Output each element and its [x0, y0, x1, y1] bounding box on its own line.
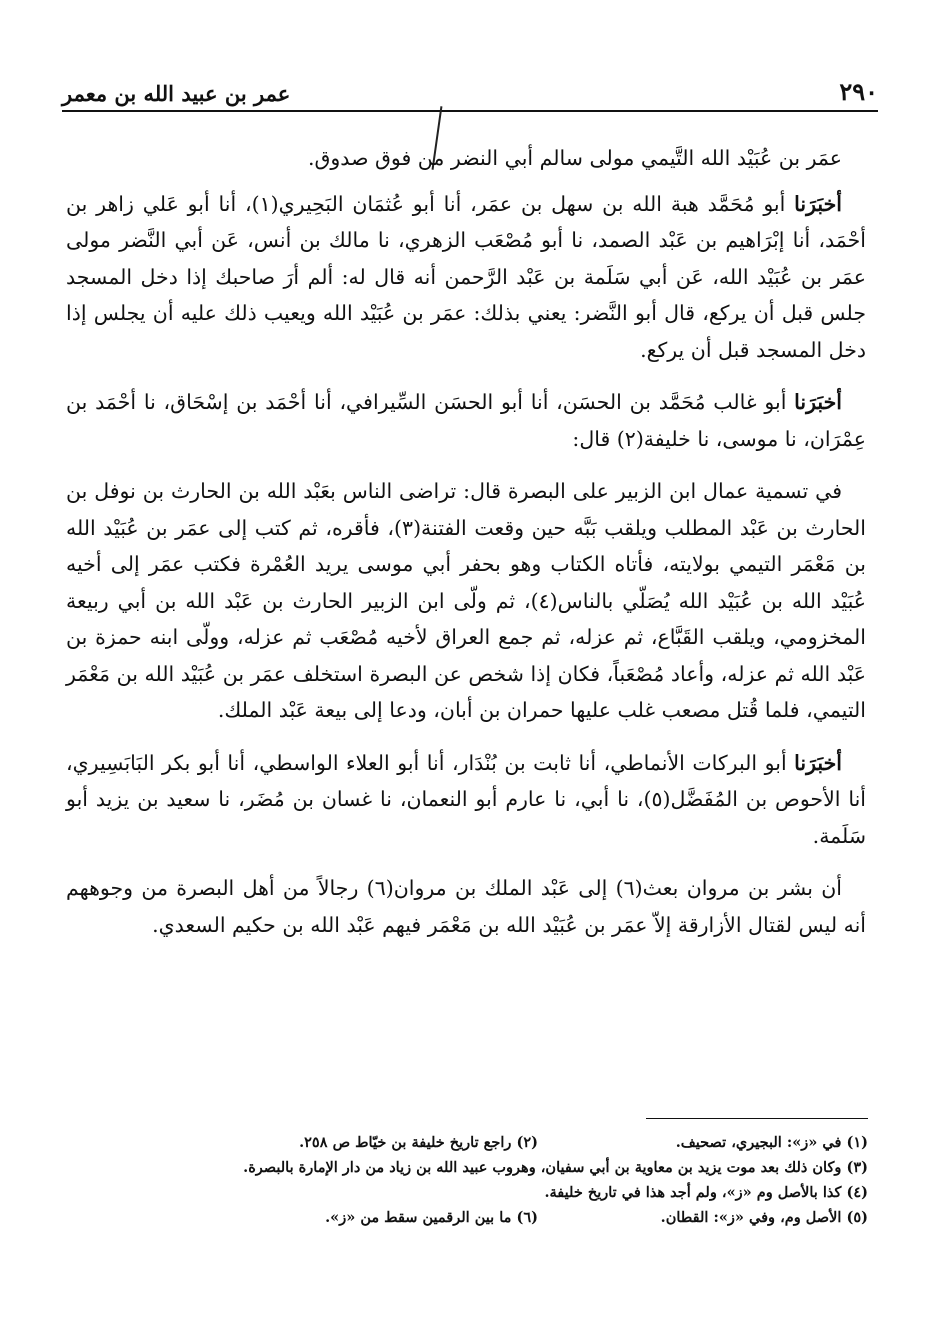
paragraph-5: [66, 745, 866, 855]
paragraph-4: [66, 473, 866, 729]
footnote-text: ما بين الرقمين سقط من «ز».: [325, 1209, 512, 1226]
paragraph-text: أبو البركات الأنماطي، أنا ثابت بن بُنْدَار، أنا أبو العلاء الواسطي، أنا أبو بكر البَابَسِيري، أنا الأحوص بن المُفَضَّل(٥)، نا أبي، نا عارم أبو النعمان، نا غسان بن مُضَر، نا سعيد بن يزيد أبو سَلَمة.: [66, 750, 866, 848]
isnad-lead: أخبَرَنا: [794, 390, 842, 414]
paragraph-text: أن بشر بن مروان بعث(٦) إلى عَبْد الملك بن مروان(٦) رجالاً من أهل البصرة من وجوههم أنه ليس لقتال الأزارقة إلاّ عمَر بن عُبَيْد الله بن مَعْمَر فيهم عَبْد الله بن حكيم السعدي.: [66, 876, 866, 937]
page-number: ٢٩٠: [839, 77, 878, 106]
footnote-5: [538, 1205, 868, 1230]
footnote-rule: [646, 1118, 868, 1119]
paragraph-text: في تسمية عمال ابن الزبير على البصرة قال: تراضى الناس بعَبْد الله بن الحارث بن نوفل بن الحارث بن عَبْد المطلب ويلقب بَبَّه حين وقعت الفتنة(٣)، فأقره، ثم كتب إلى عمَر بن عُبَيْد الله بن مَعْمَر التيمي بولايته، فأتاه الكتاب وهو بحفر أبي موسى يريد العُمْرة فكتب عمَر إلى أخيه عُبَيْد الله بن عُبَيْد الله يُصَلّي بالناس(٤)، ثم ولّى ابن الزبير الحارث بن عَبْد الله بن أبي ربيعة المخزومي، ويلقب القَبَّاع، ثم عزله، ثم جمع العراق لأخيه مُصْعَب ثم عزله، وولّى ابنه حمزة بن عَبْد الله ثم عزله، وأعاد مُصْعَباً، فكان إذا شخص عن البصرة استخلف عمَر بن عُبَيْد الله بن مَعْمَر التيمي، فلما قُتل مصعب غلب عليها حمران بن أبان، ودعا إلى بيعة عَبْد الملك.: [66, 479, 867, 722]
footnote-number: (٥): [846, 1209, 868, 1226]
paragraph-3: [66, 384, 866, 457]
running-title: عمر بن عبيد الله بن معمر: [62, 81, 291, 106]
paragraph-1: [66, 140, 866, 177]
footnote-3: [243, 1155, 868, 1180]
paragraph-2: [66, 186, 866, 369]
footnote-2: [299, 1130, 538, 1155]
paragraph-text: أبو مُحَمَّد هبة الله بن سهل بن عمَر، أنا أبو عُثمَان البَحِيري(١)، أنا أبو عَلي زاهر بن أحْمَد، أنا إبْرَاهيم بن عَبْد الصمد، نا أبو مُصْعَب الزهري، نا مالك بن أنس، عَن أبي النَّضر مولى عمَر بن عُبَيْد الله، عَن أبي سَلَمة بن عَبْد الرَّحمن أنه قال له: ألم أرَ صاحبك إذا دخل المسجد جلس قبل أن يركع، قال أبو النَّضر: يعني بذلك: عمَر بن عُبَيْد الله ويعيب ذلك عليه أن يجلس إذا دخل المسجد قبل أن يركع.: [66, 191, 866, 362]
main-text: [66, 140, 866, 952]
footnote-text: راجع تاريخ خليفة بن خيّاط ص ٢٥٨.: [299, 1134, 512, 1151]
footnote-number: (٤): [846, 1184, 868, 1201]
footnote-1: [538, 1130, 868, 1155]
footnote-row: [90, 1130, 868, 1155]
footnote-4: [544, 1180, 868, 1205]
footnote-row: [90, 1205, 868, 1230]
footnote-text: كذا بالأصل وم «ز»، ولم أجد هذا في تاريخ خليفة.: [544, 1184, 842, 1201]
paragraph-text: أبو غالب مُحَمَّد بن الحسَن، أنا أبو الحسَن السِّيرافي، أنا أحْمَد بن إسْحَاق، نا أحْمَد بن عِمْرَان، نا موسى، نا خليفة(٢) قال:: [66, 390, 866, 451]
isnad-lead: أخبَرَنا: [794, 750, 842, 775]
footnote-number: (٦): [516, 1209, 538, 1226]
header-rule: [62, 110, 878, 112]
footnote-row: [90, 1180, 868, 1205]
footnote-text: في «ز»: البجيري، تصحيف.: [675, 1134, 842, 1151]
footnote-number: (٣): [846, 1159, 868, 1176]
footnote-text: وكان ذلك بعد موت يزيد بن معاوية بن أبي سفيان، وهروب عبيد الله بن زياد من دار الإمارة بالبصرة.: [243, 1159, 842, 1176]
footnote-text: الأصل وم، وفي «ز»: القطان.: [660, 1209, 842, 1226]
footnote-6: [325, 1205, 538, 1230]
isnad-lead: أخبَرَنا: [794, 191, 842, 216]
paragraph-6: [66, 870, 866, 943]
footnotes: [90, 1130, 868, 1230]
running-header: [62, 66, 878, 106]
footnote-row: [90, 1155, 868, 1180]
paragraph-text: عمَر بن عُبَيْد الله التَّيمي مولى سالم أبي النضر من فوق صدوق.: [307, 146, 842, 170]
footnote-number: (١): [846, 1134, 868, 1151]
footnote-number: (٢): [516, 1134, 538, 1151]
